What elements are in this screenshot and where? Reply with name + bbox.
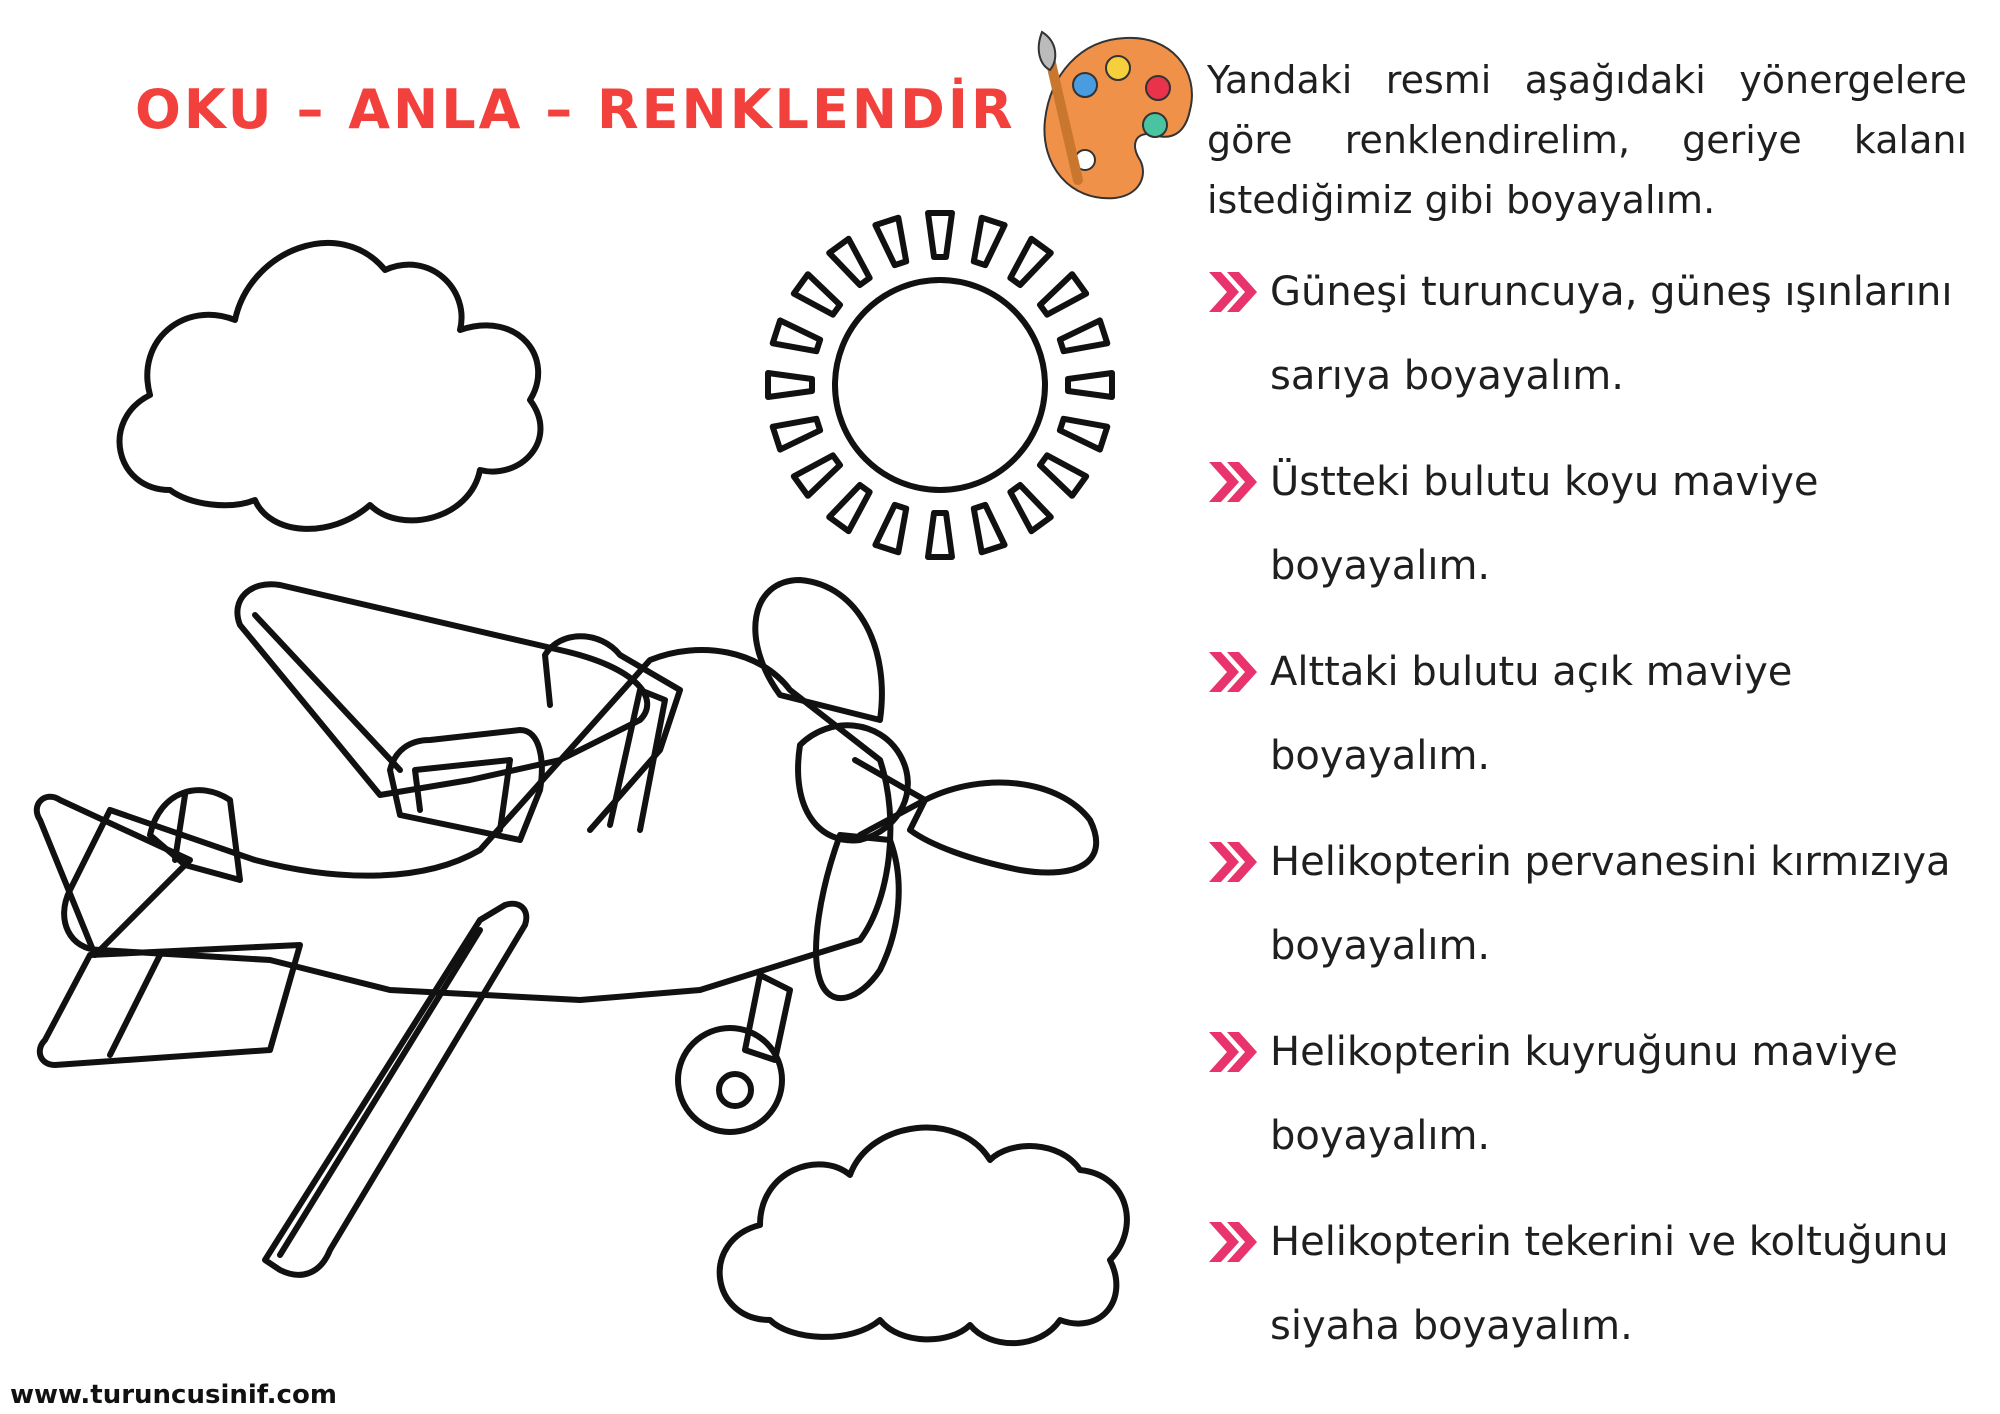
sun-ray bbox=[974, 218, 1005, 265]
intro-text: Yandaki resmi aşağıdaki yönergelere göre renklendirelim, geriye kalanı istediğimiz gibi boyayalım. bbox=[1207, 58, 1967, 222]
instruction-text: Helikopterin pervanesini kırmızıya boyayalım. bbox=[1270, 839, 1951, 969]
instruction-text: Üstteki bulutu koyu maviye boyayalım. bbox=[1270, 459, 1819, 589]
sun-ray bbox=[794, 274, 840, 314]
list-item bbox=[1205, 1010, 1985, 1178]
sun-ray bbox=[829, 485, 869, 531]
double-chevron-icon bbox=[1205, 458, 1261, 506]
sun-ray bbox=[875, 218, 906, 265]
sun-ray bbox=[1060, 320, 1107, 351]
propeller-right bbox=[910, 783, 1096, 873]
double-chevron-icon bbox=[1205, 1218, 1261, 1266]
paint-palette-icon bbox=[1030, 30, 1195, 205]
sun-ray bbox=[794, 455, 840, 495]
sun-ray bbox=[773, 419, 820, 450]
instruction-text: Alttaki bulutu açık maviye boyayalım. bbox=[1270, 649, 1793, 779]
list-item bbox=[1205, 630, 1985, 798]
instruction-list bbox=[1205, 250, 1985, 1390]
sun-ray bbox=[768, 373, 812, 397]
list-item bbox=[1205, 1200, 1985, 1368]
sun-ray bbox=[1060, 419, 1107, 450]
propeller-top bbox=[755, 580, 882, 720]
instruction-text: Güneşi turuncuya, güneş ışınlarını sarıya boyayalım. bbox=[1270, 269, 1953, 399]
sun-ray bbox=[875, 505, 906, 552]
website-link[interactable]: www.turuncusinif.com bbox=[10, 1380, 337, 1410]
page-title: OKU – ANLA – RENKLENDİR bbox=[135, 78, 1016, 141]
double-chevron-icon bbox=[1205, 838, 1261, 886]
sun-ray bbox=[829, 239, 869, 285]
sun-ray bbox=[928, 213, 952, 257]
sun bbox=[768, 213, 1112, 557]
sun-ray bbox=[1010, 239, 1050, 285]
list-item bbox=[1205, 440, 1985, 608]
lower-cloud bbox=[720, 1128, 1127, 1344]
double-chevron-icon bbox=[1205, 268, 1261, 316]
sun-ray bbox=[974, 505, 1005, 552]
sun-ray bbox=[1040, 455, 1086, 495]
airplane bbox=[37, 580, 1096, 1275]
sun-ray bbox=[773, 320, 820, 351]
double-chevron-icon bbox=[1205, 648, 1261, 696]
instruction-text: Helikopterin kuyruğunu maviye boyayalım. bbox=[1270, 1029, 1898, 1159]
sun-ray bbox=[1068, 373, 1112, 397]
sun-ray bbox=[1010, 485, 1050, 531]
upper-cloud bbox=[120, 243, 541, 529]
sun-ray bbox=[928, 513, 952, 557]
instruction-text: Helikopterin tekerini ve koltuğunu siyaha boyayalım. bbox=[1270, 1219, 1949, 1349]
sun-ray bbox=[1040, 274, 1086, 314]
list-item bbox=[1205, 820, 1985, 988]
double-chevron-icon bbox=[1205, 1028, 1261, 1076]
list-item bbox=[1205, 250, 1985, 418]
